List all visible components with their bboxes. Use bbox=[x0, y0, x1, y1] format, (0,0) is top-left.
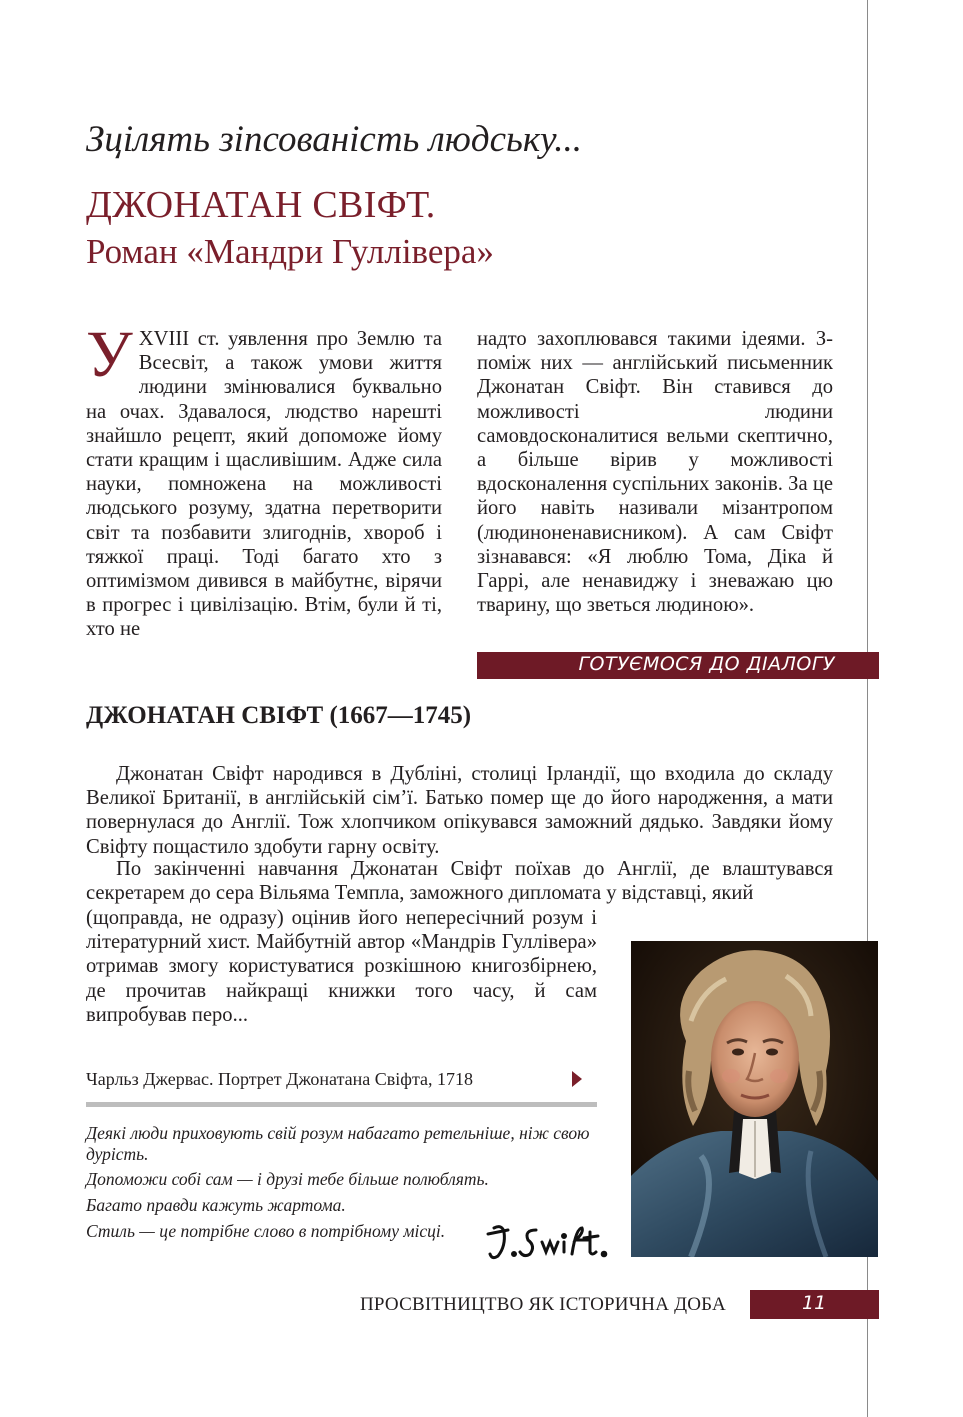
bio-paragraph: По закінченні навчання Джонатан Свіфт поїхав до Англії, де влаштувався секретарем до сера Вільяма Темпла, заможного дипломата у відставці, який bbox=[86, 858, 833, 905]
quote-item: Деякі люди приховують свій розум набагато ретельніше, ніж свою дурість. bbox=[86, 1123, 590, 1164]
intro-left-text: XVIII ст. уявлення про Землю та Всесвіт, а також умови життя людини змінювалися буквально на очах. Здавалося, людство нарешті знайшло рецепт, який допоможе йому стати кращим і щасливішим. Адже сила науки, помножена на можливості людського розуму, здатна перетворити світ та позбавити злигоднів, хвороб і тяжкої праці. Тоді багато хто з оптимізмом дивився в майбутнє, вірячи в прогрес і цивілізацію. Втім, були й ті, хто не bbox=[86, 328, 442, 641]
swift-portrait-image bbox=[631, 941, 878, 1257]
bio-paragraph: Джонатан Свіфт народився в Дубліні, столиці Ірландії, що входила до складу Великої Британії, в англійській сім’ї. Батько помер ще до його народження, а мати повернулася до Англії. Тож хлопчиком опікувався заможний дядько. Завдяки йому Свіфту пощастило здобути гарну освіту. bbox=[86, 763, 833, 858]
footer-section-title: ПРОСВІТНИЦТВО ЯК ІСТОРИЧНА ДОБА bbox=[360, 1294, 726, 1315]
epigraph-title: Зцілять зіпсованість людську... bbox=[86, 119, 582, 160]
main-title: ДЖОНАТАН СВІФТ. bbox=[86, 184, 436, 226]
intro-column-right: надто захоплювався такими ідеями. З-поміж них — англійський письменник Джонатан Свіфт. Він ставився до можливості людини самовдосконалитися вельми скептично, а більше вірив у можливості вдосконалення суспільних законів. За це його навіть називали мізантропом (людиноненависником). А сам Свіфт зізнавався: «Я люблю Тома, Діка й Гаррі, але ненавиджу і зневажаю цю тварину, що зветься людиною». bbox=[477, 328, 833, 617]
swift-signature bbox=[484, 1220, 610, 1266]
quotes-divider bbox=[86, 1102, 597, 1107]
drop-cap: У bbox=[86, 318, 133, 391]
dialog-section-label: ГОТУЄМОСЯ ДО ДІАЛОГУ bbox=[578, 653, 835, 675]
portrait-caption: Чарльз Джервас. Портрет Джонатана Свіфта, 1718 bbox=[86, 1069, 474, 1089]
page-number: 11 bbox=[802, 1292, 827, 1314]
dialog-section-bar bbox=[477, 652, 879, 679]
quote-item: Допоможи собі сам — і друзі тебе більше полюблять. bbox=[86, 1169, 489, 1189]
page-number-box bbox=[750, 1290, 879, 1319]
triangle-right-icon bbox=[572, 1071, 582, 1087]
bio-heading: ДЖОНАТАН СВІФТ (1667—1745) bbox=[86, 702, 472, 729]
intro-column-left bbox=[86, 318, 442, 642]
sub-title: Роман «Мандри Гуллівера» bbox=[86, 232, 494, 271]
quote-item: Стиль — це потрібне слово в потрібному місці. bbox=[86, 1221, 446, 1241]
quote-item: Багато правди кажуть жартома. bbox=[86, 1195, 346, 1215]
bio-paragraph: (щоправда, не одразу) оцінив його непересічний розум і літературний хист. Майбутній автор «Мандрів Гуллівера» отримав змогу користуватися розкішною книгозбірнею, де прочитав найкращі книжки того часу, й сам випробував перо... bbox=[86, 907, 597, 1026]
